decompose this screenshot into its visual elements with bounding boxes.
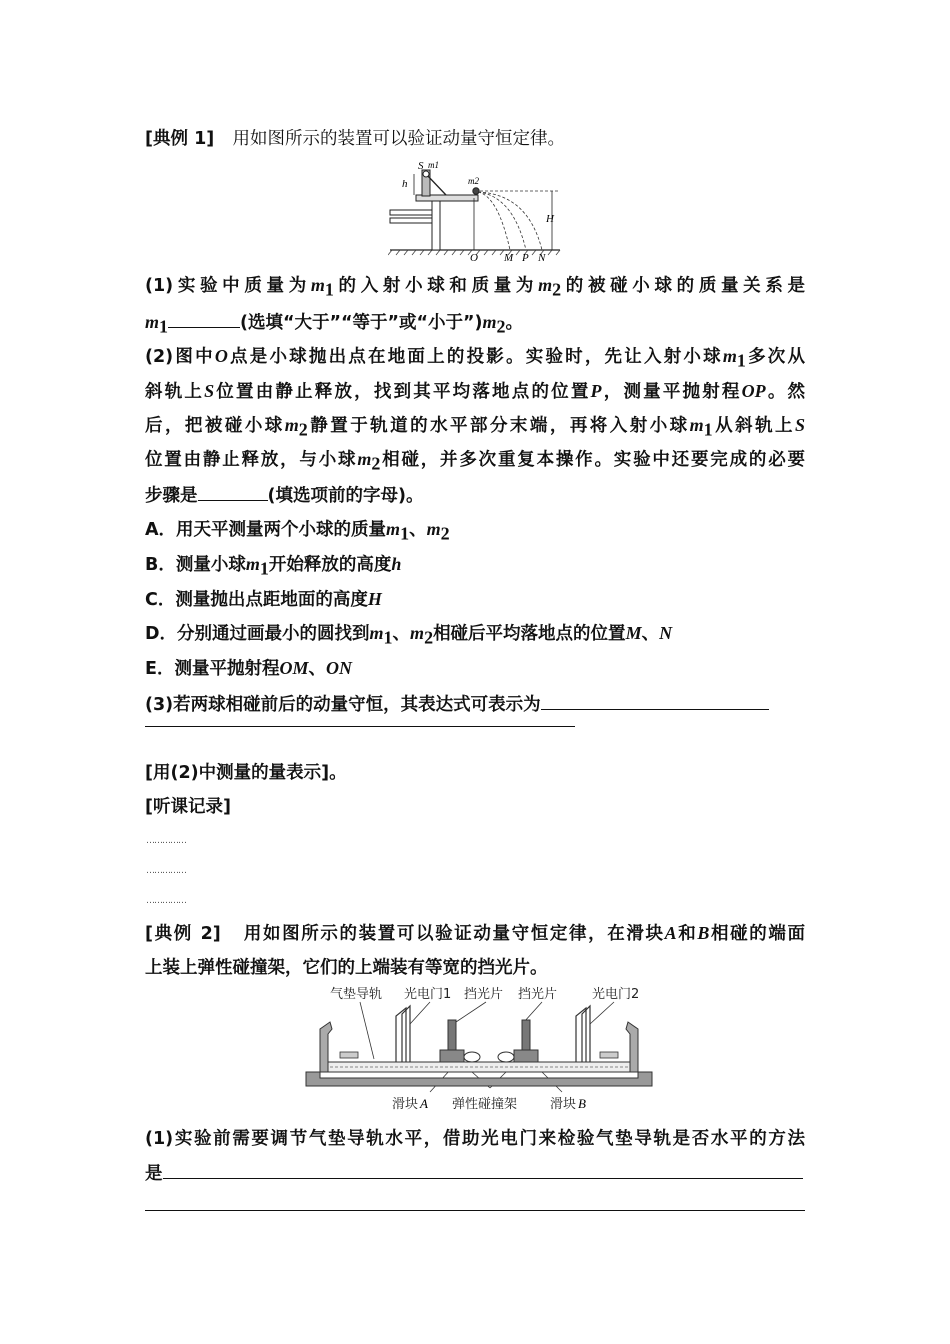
- q2-l2d: 。然: [765, 382, 806, 402]
- option-d-sep2: 、: [641, 624, 660, 644]
- q2-l1a: (2)图中: [145, 347, 215, 367]
- ex2-q1-line2: [145, 1160, 803, 1186]
- record-line-3[interactable]: ……………: [146, 896, 186, 906]
- q2-l2a: 斜轨上: [145, 382, 205, 402]
- option-c-text: C．测量抛出点距地面的高度: [145, 590, 368, 610]
- example2-intro-line2: 上装上弹性碰撞架，它们的上端装有等宽的挡光片。: [145, 958, 548, 978]
- label-slider-b: 滑块: [550, 1097, 577, 1112]
- var-m1: m: [310, 275, 325, 295]
- label-slider-b-letter: B: [578, 1096, 586, 1111]
- q2-l3b: 静置于轨道的水平部分末端，再将入射小球: [307, 416, 690, 436]
- sub-1c: 1: [736, 350, 746, 371]
- option-e-sep: 、: [308, 659, 326, 679]
- label-shade2: 挡光片: [518, 987, 558, 1002]
- q2-l2c: ，测量平抛射程: [601, 382, 742, 402]
- var-h: h: [391, 554, 402, 574]
- option-b: [145, 552, 401, 577]
- sub-2g: 2: [424, 627, 434, 648]
- var-b: B: [697, 923, 710, 943]
- example2-intro-b: 相碰的端面: [709, 924, 806, 944]
- sub-1g: 1: [383, 627, 393, 648]
- q2-line5: [145, 482, 424, 508]
- var-m1-b: m: [145, 312, 160, 332]
- var-p: P: [590, 381, 602, 401]
- example2-title: [145, 921, 805, 946]
- record-line-1[interactable]: ……………: [146, 836, 186, 846]
- answer-blank-ex2-q1b[interactable]: [145, 1210, 805, 1211]
- sub-1f: 1: [259, 558, 269, 579]
- option-a-text: A．用天平测量两个小球的质量: [145, 520, 387, 540]
- q2-l3a: 后，把被碰小球: [145, 416, 285, 436]
- option-b-text2: 开始释放的高度: [268, 555, 392, 575]
- q2-line4: [145, 447, 805, 472]
- example2-and: 和: [676, 924, 698, 944]
- q2-line1: [145, 344, 805, 369]
- var-s: S: [204, 381, 215, 401]
- sub-2c: 2: [298, 419, 308, 440]
- figure-label-m2: m2: [468, 176, 479, 186]
- sub-1d: 1: [703, 419, 713, 440]
- label-slider-a: 滑块: [392, 1097, 419, 1112]
- air-track-figure: [300, 984, 660, 1116]
- sub-2: 2: [552, 279, 562, 300]
- ex2-q1-line2-text: 是: [145, 1164, 163, 1184]
- var-m1-d: m: [689, 415, 704, 435]
- q1-line1: [145, 273, 805, 298]
- lecture-record-heading: [听课记录]: [145, 797, 231, 817]
- label-air-track: 气垫导轨: [330, 987, 383, 1002]
- figure-label-n: N: [538, 252, 546, 262]
- q1-text-b: 的入射小球和质量为: [333, 276, 539, 296]
- var-on: ON: [325, 658, 352, 678]
- sub-2e: 2: [440, 523, 450, 544]
- figure-label-s: S: [418, 160, 424, 172]
- sub-1: 1: [324, 279, 334, 300]
- example2-label: [典例 2]: [145, 924, 221, 944]
- collision-apparatus-figure: [388, 160, 568, 262]
- ex2-q1-line1: (1)实验前需要调节气垫导轨水平，借助光电门来检验气垫导轨是否水平的方法: [145, 1129, 805, 1149]
- option-d-sep: 、: [392, 624, 411, 644]
- var-m1-f: m: [245, 554, 260, 574]
- var-m2-d: m: [357, 449, 372, 469]
- var-m2-c: m: [284, 415, 299, 435]
- answer-blank-q3b[interactable]: [145, 726, 575, 727]
- figure-label-o: O: [470, 252, 478, 262]
- q2-l5a: 步骤是: [145, 486, 198, 506]
- var-m: M: [625, 623, 642, 643]
- answer-blank-ex2-q1a[interactable]: [163, 1160, 803, 1179]
- q2-l5b: (填选项前的字母)。: [267, 486, 424, 506]
- q1-text-c: 的被碰小球的质量关系是: [561, 276, 806, 296]
- answer-blank-q2[interactable]: [198, 482, 268, 501]
- var-m1-e: m: [386, 519, 401, 539]
- q2-l1c: 多次从: [745, 347, 805, 367]
- label-gate1: 光电门1: [404, 987, 452, 1002]
- figure-label-big-h: H: [546, 213, 554, 225]
- option-e: [145, 656, 352, 681]
- q3-text: (3)若两球相碰前后的动量守恒，其表达式可表示为: [145, 695, 541, 715]
- var-m2: m: [538, 275, 553, 295]
- answer-blank-q1[interactable]: [168, 309, 240, 328]
- option-d-text: D．分别通过画最小的圆找到: [145, 624, 370, 644]
- var-o: O: [214, 346, 228, 366]
- q2-l3c: 从斜轨上: [712, 416, 796, 436]
- option-d: [145, 621, 672, 646]
- var-om: OM: [279, 658, 309, 678]
- record-line-2[interactable]: ……………: [146, 866, 186, 876]
- example1-title: [145, 127, 565, 151]
- var-m2-e: m: [426, 519, 441, 539]
- answer-blank-q3a[interactable]: [541, 691, 769, 710]
- figure-label-m1: m1: [428, 160, 439, 170]
- label-gate2: 光电门2: [592, 987, 640, 1002]
- example1-intro: 用如图所示的装置可以验证动量守恒定律。: [232, 129, 566, 149]
- sub-1e: 1: [400, 523, 410, 544]
- var-m2-b: m: [482, 312, 497, 332]
- var-m2-g: m: [410, 623, 425, 643]
- q2-line2: [145, 379, 805, 404]
- q3-note: [用(2)中测量的量表示]。: [145, 763, 347, 783]
- sub-2b: 2: [496, 316, 506, 337]
- var-m1-c: m: [722, 346, 737, 366]
- label-shade1: 挡光片: [464, 987, 504, 1002]
- q1-choice-hint: (选填“大于”“等于”或“小于”): [240, 313, 483, 333]
- q2-l1b: 点是小球抛出点在地面上的投影。实验时，先让入射小球: [227, 347, 723, 367]
- label-slider-a-letter: A: [420, 1096, 428, 1111]
- q1-text-a: (1)实验中质量为: [145, 276, 311, 296]
- figure-label-m: M: [504, 252, 514, 262]
- q1-end: 。: [505, 313, 524, 333]
- q1-line2: [145, 309, 523, 335]
- figure-label-p: P: [522, 252, 529, 262]
- q2-line3: [145, 413, 805, 438]
- example1-label: [典例 1]: [145, 129, 215, 149]
- option-b-text: B．测量小球: [145, 555, 246, 575]
- option-a-sep: 、: [409, 520, 427, 540]
- label-bumper: 弹性碰撞架: [452, 1097, 518, 1112]
- var-big-h: H: [367, 589, 382, 609]
- option-c: [145, 587, 382, 612]
- var-m1-g: m: [369, 623, 384, 643]
- q2-l4b: 相碰，并多次重复本操作。实验中还要完成的必要: [380, 450, 805, 470]
- option-a: [145, 517, 450, 542]
- option-d-text2: 相碰后平均落地点的位置: [433, 624, 626, 644]
- sub-2d: 2: [371, 453, 381, 474]
- var-op: OP: [741, 381, 766, 401]
- q2-l2b: 位置由静止释放，找到其平均落地点的位置: [214, 382, 591, 402]
- figure-label-h: h: [402, 178, 408, 190]
- var-s-b: S: [795, 415, 806, 435]
- q2-l4a: 位置由静止释放，与小球: [145, 450, 358, 470]
- var-n: N: [659, 623, 673, 643]
- q3-line: [145, 691, 769, 717]
- sub-1b: 1: [159, 316, 169, 337]
- example2-intro-a: 用如图所示的装置可以验证动量守恒定律，在滑块: [243, 924, 665, 944]
- option-e-text: E．测量平抛射程: [145, 659, 280, 679]
- var-a: A: [664, 923, 677, 943]
